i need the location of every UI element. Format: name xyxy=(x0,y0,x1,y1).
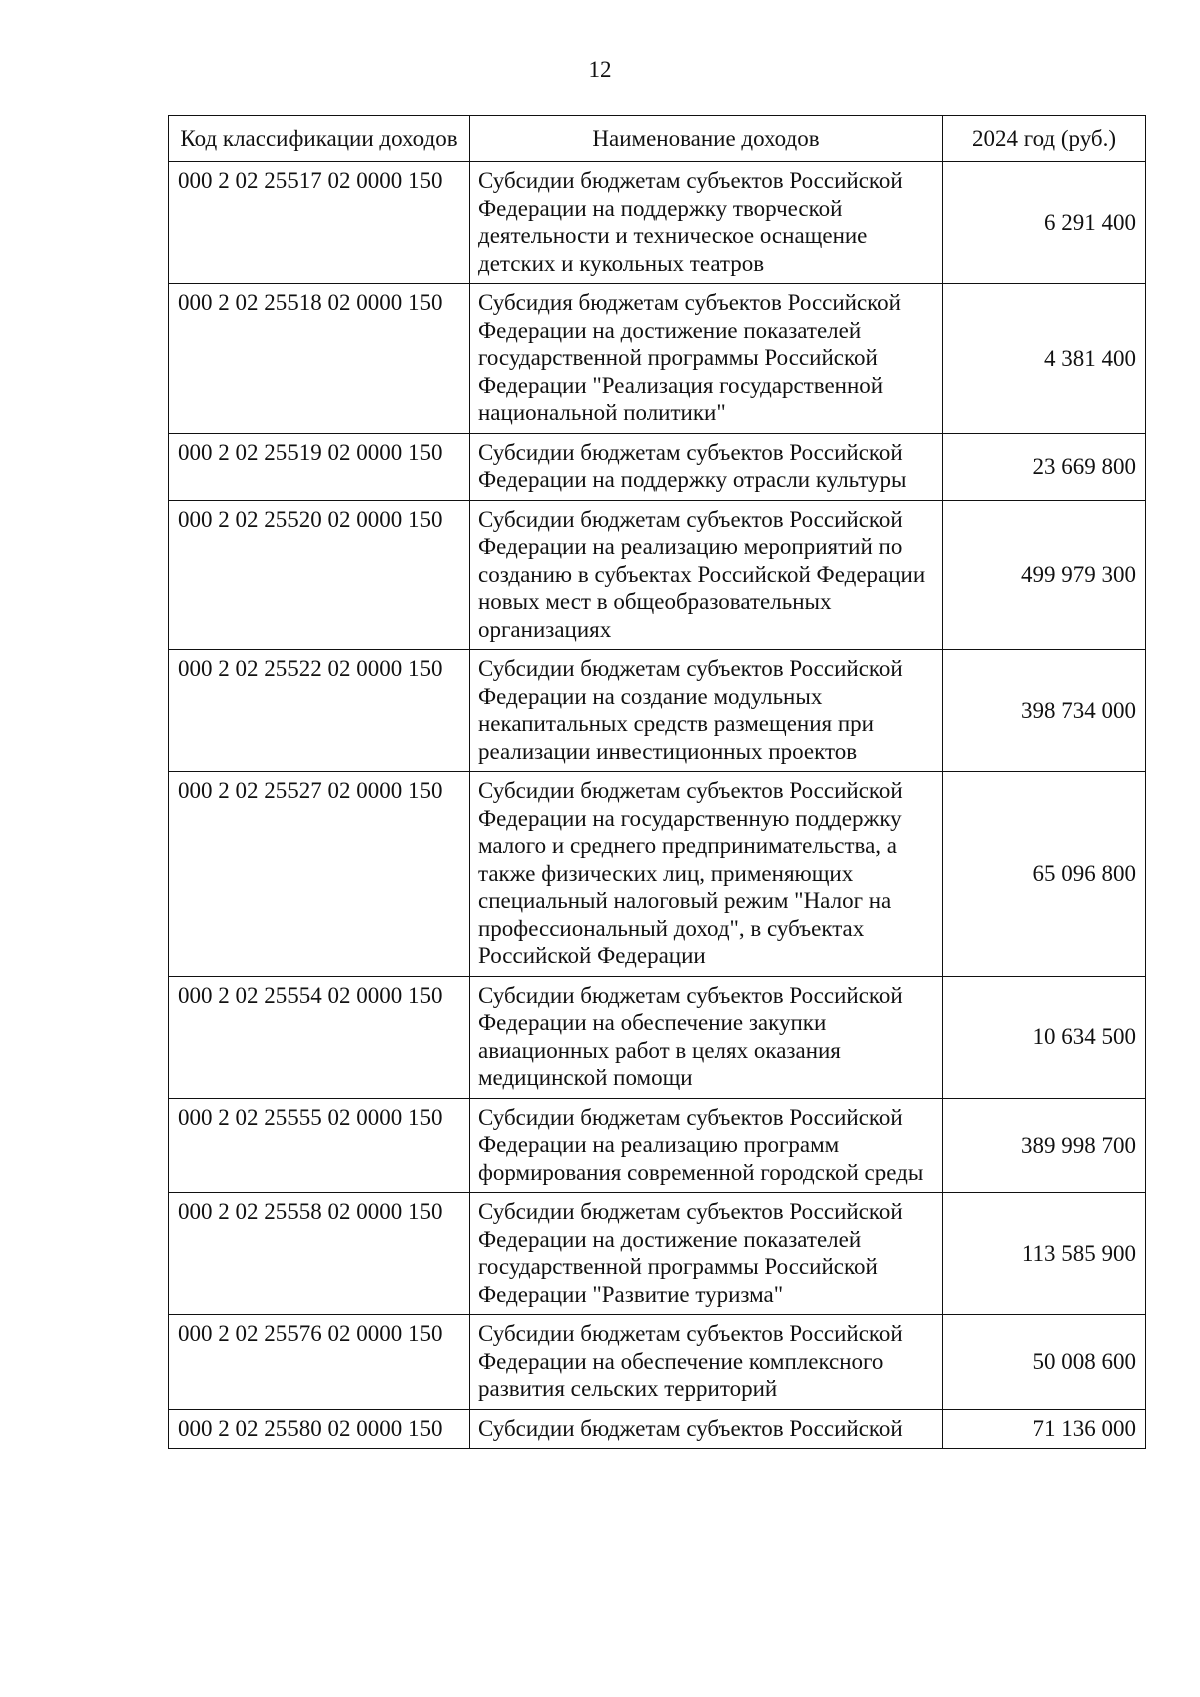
table-row xyxy=(169,1193,1146,1315)
row-amount-cell: 389 998 700 xyxy=(943,1098,1146,1193)
row-name-cell: Субсидии бюджетам субъектов Российской Федерации на обеспечение комплексного развития сельских территорий xyxy=(470,1315,943,1410)
table-row xyxy=(169,1098,1146,1193)
table-header-row xyxy=(169,116,1146,162)
row-amount-cell: 398 734 000 xyxy=(943,650,1146,772)
page-number: 12 xyxy=(588,57,612,82)
row-code-cell: 000 2 02 25522 02 0000 150 xyxy=(169,650,470,772)
header-code: Код классификации доходов xyxy=(169,116,470,162)
row-name-cell: Субсидии бюджетам субъектов Российской Федерации на реализацию программ формирования современной городской среды xyxy=(470,1098,943,1193)
row-code-cell: 000 2 02 25580 02 0000 150 xyxy=(169,1409,470,1449)
row-code-cell: 000 2 02 25558 02 0000 150 xyxy=(169,1193,470,1315)
row-name-cell: Субсидии бюджетам субъектов Российской xyxy=(470,1409,943,1449)
row-code-cell: 000 2 02 25576 02 0000 150 xyxy=(169,1315,470,1410)
header-amount: 2024 год (руб.) xyxy=(943,116,1146,162)
row-amount-cell: 71 136 000 xyxy=(943,1409,1146,1449)
row-name-cell: Субсидии бюджетам субъектов Российской Федерации на государственную поддержку малого и среднего предпринимательства, а также физических лиц, применяющих специальный налоговый режим "Налог на профессиональный доход", в субъектах Российской Федерации xyxy=(470,772,943,977)
row-code-cell: 000 2 02 25518 02 0000 150 xyxy=(169,284,470,434)
row-code-cell: 000 2 02 25517 02 0000 150 xyxy=(169,162,470,284)
row-amount-cell: 4 381 400 xyxy=(943,284,1146,434)
row-name-cell: Субсидии бюджетам субъектов Российской Федерации на реализацию мероприятий по созданию в субъектах Российской Федерации новых мест в общеобразовательных организациях xyxy=(470,500,943,650)
table-row xyxy=(169,976,1146,1098)
row-name-cell: Субсидия бюджетам субъектов Российской Федерации на достижение показателей государственной программы Российской Федерации "Реализация государственной национальной политики" xyxy=(470,284,943,434)
table-row xyxy=(169,433,1146,500)
table-row xyxy=(169,772,1146,977)
table-body xyxy=(169,162,1146,1449)
row-name-cell: Субсидии бюджетам субъектов Российской Федерации на поддержку творческой деятельности и техническое оснащение детских и кукольных театров xyxy=(470,162,943,284)
row-amount-cell: 6 291 400 xyxy=(943,162,1146,284)
table-row xyxy=(169,1409,1146,1449)
row-code-cell: 000 2 02 25520 02 0000 150 xyxy=(169,500,470,650)
row-amount-cell: 65 096 800 xyxy=(943,772,1146,977)
row-code-cell: 000 2 02 25555 02 0000 150 xyxy=(169,1098,470,1193)
row-code-cell: 000 2 02 25527 02 0000 150 xyxy=(169,772,470,977)
row-code-cell: 000 2 02 25519 02 0000 150 xyxy=(169,433,470,500)
table-row xyxy=(169,500,1146,650)
row-amount-cell: 10 634 500 xyxy=(943,976,1146,1098)
row-amount-cell: 50 008 600 xyxy=(943,1315,1146,1410)
table-row xyxy=(169,650,1146,772)
row-name-cell: Субсидии бюджетам субъектов Российской Федерации на создание модульных некапитальных средств размещения при реализации инвестиционных проектов xyxy=(470,650,943,772)
row-name-cell: Субсидии бюджетам субъектов Российской Федерации на достижение показателей государственной программы Российской Федерации "Развитие туризма" xyxy=(470,1193,943,1315)
row-amount-cell: 113 585 900 xyxy=(943,1193,1146,1315)
table-row xyxy=(169,284,1146,434)
table-row xyxy=(169,1315,1146,1410)
row-amount-cell: 23 669 800 xyxy=(943,433,1146,500)
row-name-cell: Субсидии бюджетам субъектов Российской Федерации на поддержку отрасли культуры xyxy=(470,433,943,500)
row-code-cell: 000 2 02 25554 02 0000 150 xyxy=(169,976,470,1098)
income-table xyxy=(168,115,1146,1449)
row-name-cell: Субсидии бюджетам субъектов Российской Федерации на обеспечение закупки авиационных работ в целях оказания медицинской помощи xyxy=(470,976,943,1098)
row-amount-cell: 499 979 300 xyxy=(943,500,1146,650)
header-name: Наименование доходов xyxy=(470,116,943,162)
table-row xyxy=(169,162,1146,284)
